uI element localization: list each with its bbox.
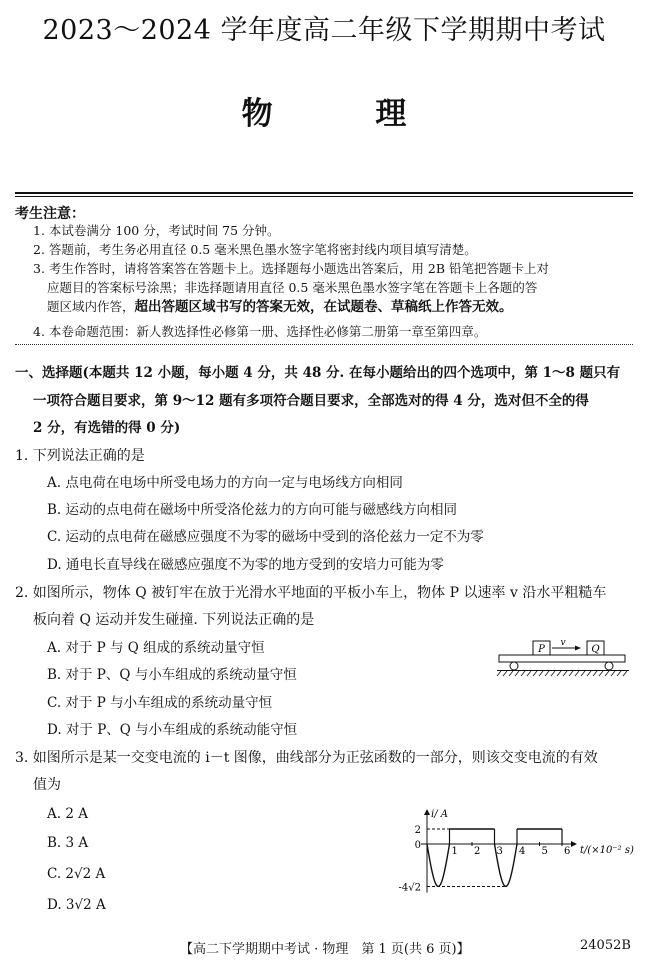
option-a: A. 对于 P 与 Q 组成的系统动量守恒 [47,640,265,656]
option-a: A. 点电荷在电场中所受电场力的方向一定与电场线方向相同 [47,475,403,491]
hatch-mark [593,671,597,676]
y-axis-label: i/ A [431,809,448,820]
notice-emphasis: 超出答题区域书写的答案无效，在试题卷、草稿纸上作答无效。 [134,299,513,315]
option-c: C. 2√2 A [47,866,106,882]
notice-item: 2. 答题前，考生务必用直径 0.5 毫米黑色墨水签字笔将密封线内项目填写清楚。 [33,242,477,257]
option-d: D. 对于 P、Q 与小车组成的系统动能守恒 [47,722,298,738]
footer-code: 24052B [580,938,631,953]
hatch-mark [557,671,561,676]
hatch-mark [581,671,585,676]
hatch-mark [569,671,573,676]
hatch-mark [515,671,519,676]
cart-board [499,655,625,662]
wheel [510,662,518,670]
question-stem: 值为 [33,777,61,793]
option-b: B. 3 A [47,835,89,851]
notice-heading: 考生注意： [15,206,85,222]
label-p: P [538,644,545,655]
x-tick-label: 3 [496,846,503,857]
hatch-mark [617,671,621,676]
hatch-mark [575,671,579,676]
label-v: v [560,638,566,648]
y-tick-label: 0 [414,840,421,851]
hatch-mark [563,671,567,676]
option-d: D. 通电长直导线在磁感应强度不为零的地方受到的安培力可能为零 [47,557,444,573]
hatch-mark [539,671,543,676]
current-time-graph [385,808,647,910]
question-stem: 板向着 Q 运动并发生碰撞. 下列说法正确的是 [33,612,315,628]
question-stem: 3. 如图所示是某一交变电流的 i－t 图像，曲线部分为正弦函数的一部分，则该交变电流的有效 [15,750,598,766]
sine-segment [427,844,450,886]
section-heading: 2 分，有选错的得 0 分) [33,420,181,436]
footer-page-info: 【高二下学期期中考试 · 物理 第 1 页(共 6 页)】 [180,942,470,957]
notice-item: 1. 本试卷满分 100 分，考试时间 75 分钟。 [33,223,280,238]
ground-hatching [497,671,627,676]
header-rule [15,192,633,194]
notice-divider [15,344,633,345]
label-q: Q [591,644,600,655]
notice-item: 4. 本卷命题范围：新人教选择性必修第一册、选择性必修第二册第一章至第四章。 [33,324,487,339]
exam-title: 2023～2024 学年度高二年级下学期期中考试 [42,15,606,46]
hatch-mark [599,671,603,676]
option-c: C. 运动的点电荷在磁感应强度不为零的磁场中受到的洛伦兹力一定不为零 [47,529,484,545]
notice-item: 题区域内作答，超出答题区域书写的答案无效，在试题卷、草稿纸上作答无效。 [47,299,513,315]
hatch-mark [521,671,525,676]
hatch-mark [497,671,501,676]
question-stem: 2. 如图所示，物体 Q 被钉牢在放于光滑水平地面的平板小车上，物体 P 以速率 v 沿水平粗糙车 [15,585,607,601]
hatch-mark [503,671,507,676]
y-tick-label: -4√2 [398,882,421,894]
option-a: A. 2 A [47,806,88,822]
option-c: C. 对于 P 与小车组成的系统动量守恒 [47,695,273,711]
hatch-mark [509,671,513,676]
hatch-mark [623,671,627,676]
hatch-mark [527,671,531,676]
section-heading: 一项符合题目要求，第 9～12 题有多项符合题目要求，全部选对的得 4 分，选对但不全的得 [33,393,589,409]
wheel [605,662,613,670]
hatch-mark [533,671,537,676]
header-rule-thin [15,196,633,197]
hatch-mark [545,671,549,676]
hatch-mark [587,671,591,676]
notice-item: 应题目的答案标号涂黑；非选择题请用直径 0.5 毫米黑色墨水签字笔在答题卡上各题的答 [47,280,538,295]
x-tick-label: 5 [541,846,548,857]
section-heading: 一、选择题(本题共 12 小题，每小题 4 分，共 48 分. 在每小题给出的四个选项中，第 1～8 题只有 [15,365,621,381]
x-tick-label: 6 [564,846,571,857]
question-stem: 1. 下列说法正确的是 [15,448,145,464]
x-tick-label: 4 [519,846,526,857]
x-axis-label: t/(×10⁻² s) [580,845,634,856]
hatch-mark [611,671,615,676]
notice-item: 3. 考生作答时，请将答案答在答题卡上。选择题每小题选出答案后，用 2B 铅笔把答题卡上对 [33,261,549,276]
hatch-mark [551,671,555,676]
cart-figure [495,636,635,688]
option-b: B. 运动的点电荷在磁场中所受洛伦兹力的方向可能与磁感线方向相同 [47,502,458,518]
hatch-mark [605,671,609,676]
y-tick-label: 2 [414,825,421,836]
x-tick-label: 1 [451,846,458,857]
subject-title: 物 理 [241,96,453,132]
arrow-head [575,646,581,651]
option-d: D. 3√2 A [47,897,106,913]
option-b: B. 对于 P、Q 与小车组成的系统动量守恒 [47,667,297,683]
x-tick-label: 2 [474,846,481,857]
